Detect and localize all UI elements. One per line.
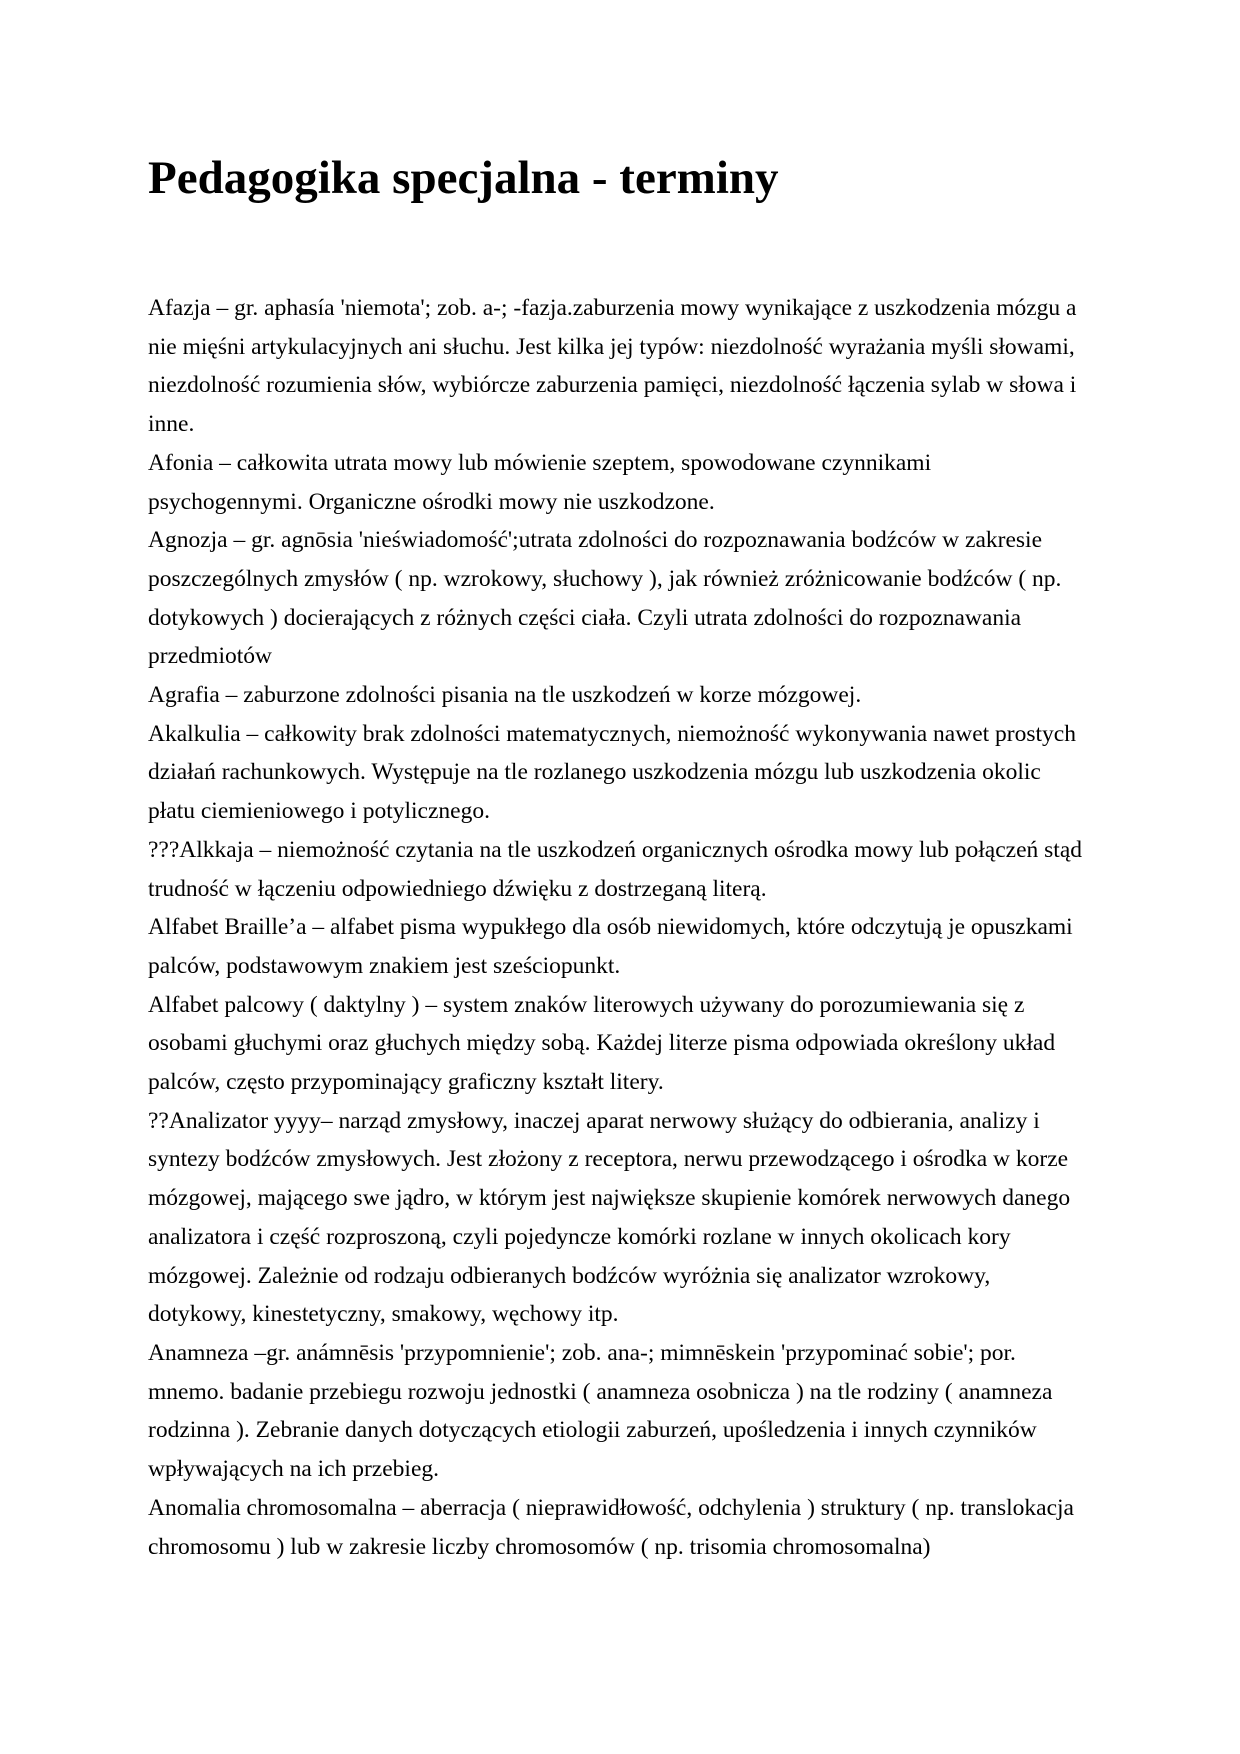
document-body: [148, 289, 1088, 1566]
entry-alfabet-braille: Alfabet Braille’a – alfabet pisma wypukłego dla osób niewidomych, które odczytują je opuszkami palców, podstawowym znakiem jest sześciopunkt.: [148, 914, 1073, 979]
entry-alkkaja: ???Alkkaja – niemożność czytania na tle uszkodzeń organicznych ośrodka mowy lub połączeń stąd trudność w łączeniu odpowiedniego dźwięku z dostrzeganą literą.: [148, 836, 1082, 902]
entry-alfabet-palcowy: Alfabet palcowy ( daktylny ) – system znaków literowych używany do porozumiewania się z osobami głuchymi oraz głuchych między sobą. Każdej literze pisma odpowiada określony układ palców, często przypominający graficzny kształt litery.: [148, 991, 1056, 1096]
entry-akalkulia: Akalkulia – całkowity brak zdolności matematycznych, niemożność wykonywania nawet prostych działań rachunkowych. Występuje na tle rozlanego uszkodzenia mózgu lub uszkodzenia okolic płatu ciemieniowego i potylicznego.: [148, 720, 1076, 825]
entry-afazja: Afazja – gr. aphasía 'niemota'; zob. a-; -fazja.zaburzenia mowy wynikające z uszkodzenia mózgu a nie mięśni artykulacyjnych ani słuchu. Jest kilka jej typów: niezdolność wyrażania myśli słowami, niezdolność rozumienia słów, wybiórcze zaburzenia pamięci, niezdolność łączenia sylab w słowa i inne.: [148, 295, 1077, 438]
entry-anomalia-chromosomalna: Anomalia chromosomalna – aberracja ( nieprawidłowość, odchylenia ) struktury ( np. translokacja chromosomu ) lub w zakresie liczby chromosomów ( np. trisomia chromosomalna): [148, 1494, 1074, 1560]
page-title: Pedagogika specjalna - terminy: [148, 152, 779, 204]
entry-agnozja: Agnozja – gr. agnōsia 'nieświadomość';utrata zdolności do rozpoznawania bodźców w zakresie poszczególnych zmysłów ( np. wzrokowy, słuchowy ), jak również zróżnicowanie bodźców ( np. dotykowych ) docierających z różnych części ciała. Czyli utrata zdolności do rozpoznawania przedmiotów: [148, 527, 1062, 670]
entry-afonia: Afonia – całkowita utrata mowy lub mówienie szeptem, spowodowane czynnikami psychogennymi. Organiczne ośrodki mowy nie uszkodzone.: [148, 449, 932, 515]
entry-agrafia: Agrafia – zaburzone zdolności pisania na tle uszkodzeń w korze mózgowej.: [148, 682, 862, 709]
entry-anamneza: Anamneza –gr. anámnēsis 'przypomnienie'; zob. ana-; mimnēskein 'przypominać sobie'; por. mnemo. badanie przebiegu rozwoju jednostki ( anamneza osobnicza ) na tle rodziny ( anamneza rodzinna ). Zebranie danych dotyczących etiologii zaburzeń, upośledzenia i innych czynników wpływających na ich przebieg.: [148, 1339, 1053, 1483]
entry-analizator: ??Analizator yyyy– narząd zmysłowy, inaczej aparat nerwowy służący do odbierania, analizy i syntezy bodźców zmysłowych. Jest złożony z receptora, nerwu przewodzącego i ośrodka w korze mózgowej, mającego swe jądro, w którym jest największe skupienie komórek nerwowych danego analizatora i część rozproszoną, czyli pojedyncze komórki rozlane w innych okolicach kory mózgowej. Zależnie od rodzaju odbieranych bodźców wyróżnia się analizator wzrokowy, dotykowy, kinestetyczny, smakowy, węchowy itp.: [148, 1107, 1071, 1328]
